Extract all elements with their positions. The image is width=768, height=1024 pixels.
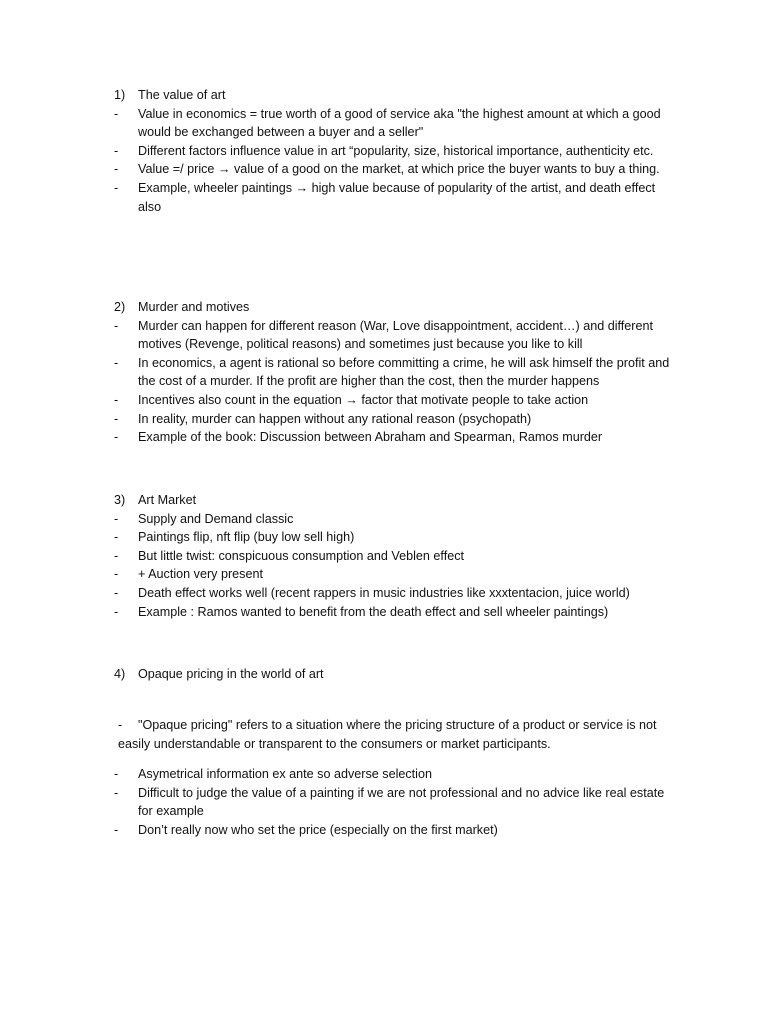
list-item-text: Incentives also count in the equation → factor that motivate people to take action [138, 392, 589, 407]
list-item-text: Example : Ramos wanted to benefit from the death effect and sell wheeler paintings) [138, 604, 609, 619]
bullet-dash: - [114, 318, 119, 333]
list-item [0, 410, 678, 429]
bullet-dash: - [114, 585, 119, 600]
list-item [0, 821, 678, 840]
list-item [0, 784, 678, 821]
list-item-text: Example, wheeler paintings → high value because of popularity of the artist, and death effect also [138, 180, 656, 214]
bullet-dash: - [114, 548, 119, 563]
bullet-dash: - [118, 718, 123, 732]
bullet-dash: - [114, 604, 119, 619]
list-item [0, 584, 678, 603]
list-item-text: Example of the book: Discussion between Abraham and Spearman, Ramos murder [138, 430, 603, 445]
section-title: Murder and motives [138, 300, 250, 314]
definition-paragraph [118, 716, 663, 753]
bullet-dash: - [114, 180, 119, 195]
list-item [0, 603, 678, 622]
bullet-dash: - [114, 162, 119, 177]
list-item-text: Difficult to judge the value of a painting if we are not professional and no advice like real estate for example [138, 785, 665, 819]
bullet-dash: - [114, 411, 119, 426]
list-item-text: Asymetrical information ex ante so adverse selection [138, 767, 432, 781]
bullet-dash: - [114, 767, 119, 781]
list-item [0, 528, 678, 547]
section-number: 1) [114, 88, 126, 102]
bullet-list [0, 317, 768, 447]
bullet-dash: - [114, 567, 119, 582]
section-heading [0, 86, 768, 105]
section-number: 4) [114, 667, 126, 681]
bullet-dash: - [114, 106, 119, 121]
bullet-dash: - [114, 785, 119, 800]
list-item-text: In economics, a agent is rational so before committing a crime, he will ask himself the profit and the cost of a murder. If the profit are higher than the cost, then the murder happens [138, 355, 670, 389]
list-item-text: Death effect works well (recent rappers in music industries like xxxtentacion, juice world) [138, 585, 630, 600]
list-item [0, 565, 678, 584]
section-heading [0, 665, 768, 684]
list-item-text: Murder can happen for different reason (War, Love disappointment, accident…) and different motives (Revenge, political reasons) and sometimes just because you like to kill [138, 318, 654, 352]
list-item [0, 510, 678, 529]
list-item [0, 160, 678, 179]
bullet-dash: - [114, 822, 119, 837]
bullet-dash: - [114, 355, 119, 370]
bullet-dash: - [114, 530, 119, 545]
section-title: The value of art [138, 88, 226, 102]
list-item-text: Value in economics = true worth of a good of service aka "the highest amount at which a good would be exchanged between a buyer and a seller" [138, 106, 661, 140]
list-item-text: Supply and Demand classic [138, 511, 294, 526]
list-item [0, 765, 678, 784]
bullet-list [0, 105, 768, 217]
list-item [0, 391, 678, 410]
list-item-text: Different factors influence value in art “popularity, size, historical importance, authenticity etc. [138, 143, 654, 158]
section-heading [0, 298, 768, 317]
list-item-text: But little twist: conspicuous consumption and Veblen effect [138, 548, 464, 563]
bullet-dash: - [114, 511, 119, 526]
list-item-text: Don’t really now who set the price (especially on the first market) [138, 822, 498, 837]
section-art-market [0, 491, 768, 621]
section-value-of-art [0, 86, 768, 216]
list-item [0, 142, 678, 161]
section-opaque-pricing [0, 665, 768, 684]
section-number: 2) [114, 300, 126, 314]
list-item-text: Value =/ price → value of a good on the market, at which price the buyer wants to buy a thing. [138, 162, 660, 177]
section-title: Opaque pricing in the world of art [138, 667, 324, 681]
list-item [0, 428, 678, 447]
section-title: Art Market [138, 493, 197, 507]
bullet-dash: - [114, 392, 119, 407]
section-heading [0, 491, 768, 510]
bullet-list [0, 765, 768, 839]
list-item [0, 547, 678, 566]
bullet-dash: - [114, 430, 119, 445]
list-item-text: Paintings flip, nft flip (buy low sell high) [138, 530, 355, 545]
bullet-dash: - [114, 143, 119, 158]
list-item [0, 179, 678, 216]
list-item [0, 354, 678, 391]
paragraph-text: "Opaque pricing" refers to a situation where the pricing structure of a product or service is not easily understandable or transparent to the consumers or market participants. [118, 718, 657, 751]
section-opaque-pricing-list [0, 765, 768, 839]
section-murder-and-motives [0, 298, 768, 447]
list-item [0, 105, 678, 142]
list-item-text: In reality, murder can happen without any rational reason (psychopath) [138, 411, 532, 426]
list-item [0, 317, 678, 354]
section-number: 3) [114, 493, 126, 507]
list-item-text: + Auction very present [138, 567, 263, 582]
bullet-list [0, 510, 768, 622]
